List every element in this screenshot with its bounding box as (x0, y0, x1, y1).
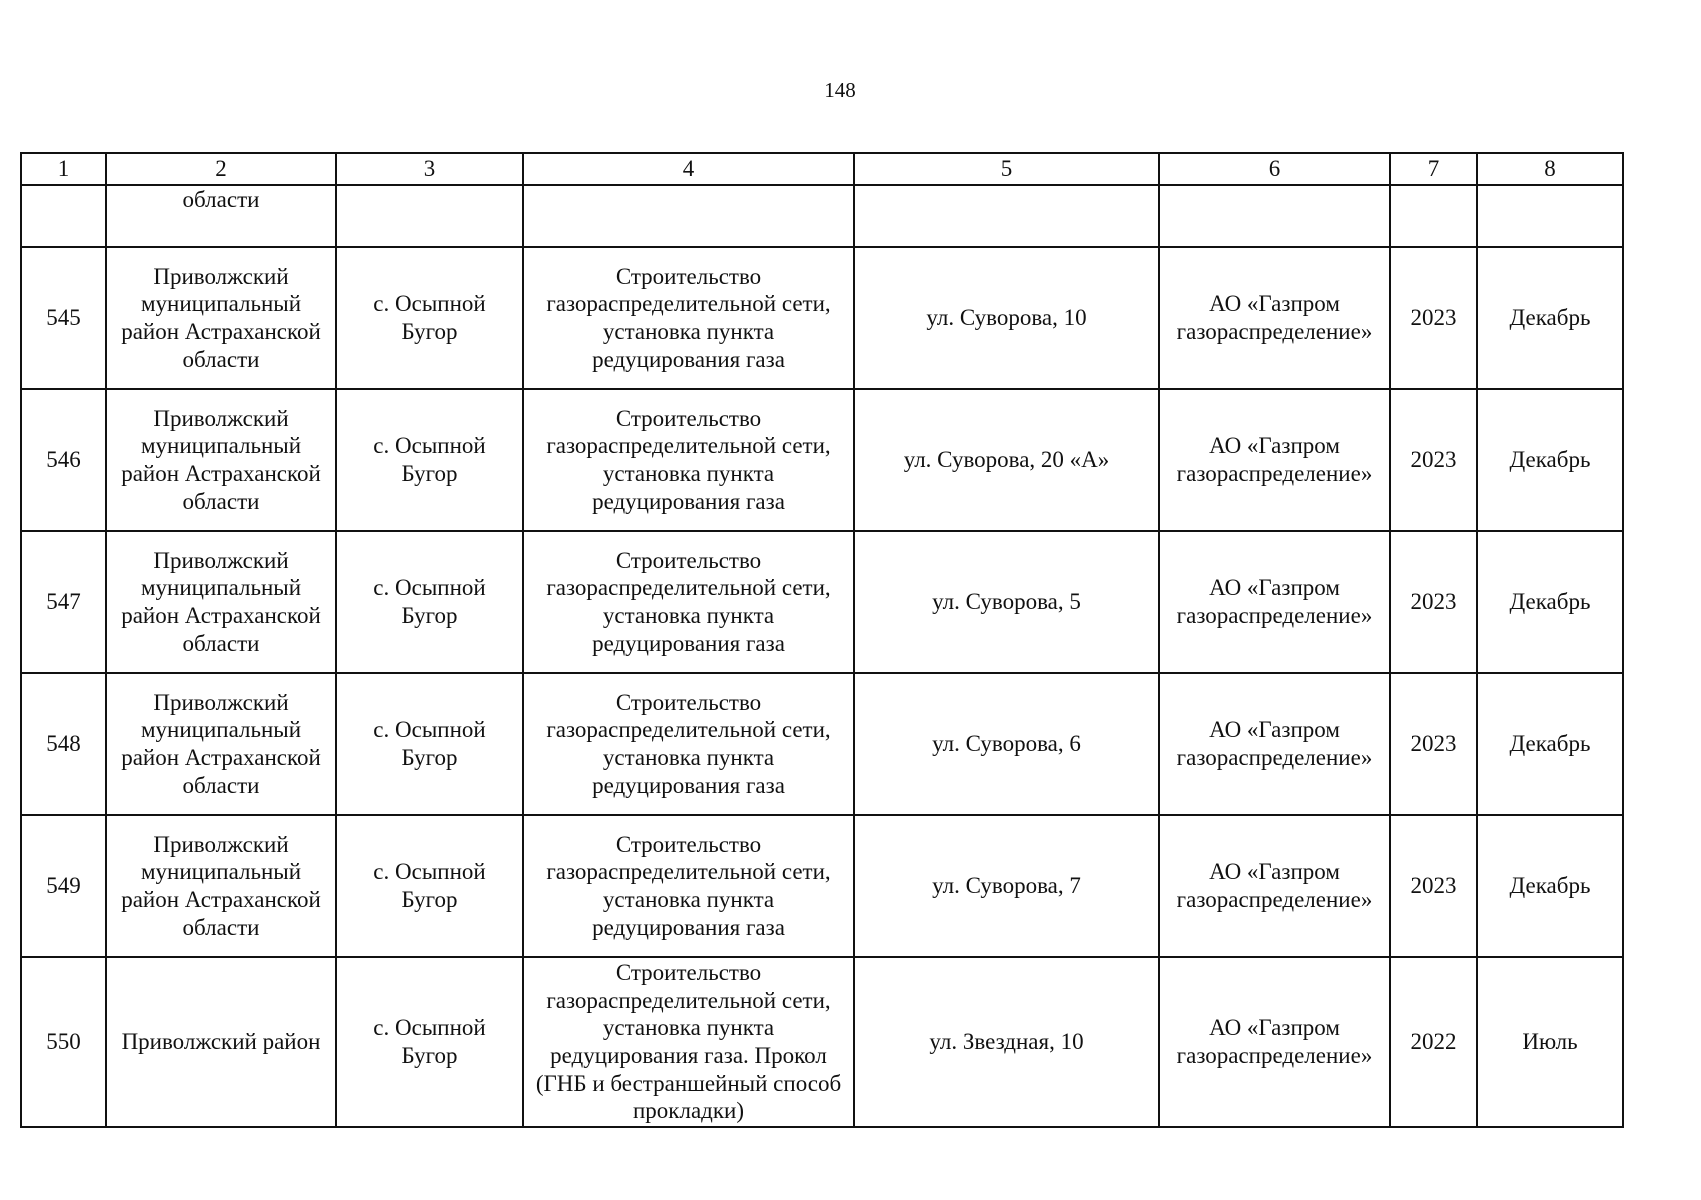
organization-cell: АО «Газпром газораспределение» (1159, 531, 1390, 673)
address-cell: ул. Суворова, 10 (854, 247, 1159, 389)
table-row (21, 673, 1623, 815)
work-description-cell: Строительство газораспределительной сети, установка пункта редуцирования газа (523, 247, 854, 389)
column-header: 6 (1159, 153, 1390, 185)
organization-cell: АО «Газпром газораспределение» (1159, 815, 1390, 957)
district-cell: Приволжский муниципальный район Астраханской области (106, 815, 336, 957)
village-cell: с. Осыпной Бугор (336, 531, 523, 673)
year-cell: 2023 (1390, 531, 1477, 673)
work-description-cell: Строительство газораспределительной сети, установка пункта редуцирования газа (523, 531, 854, 673)
year-cell: 2023 (1390, 815, 1477, 957)
column-header: 4 (523, 153, 854, 185)
work-description-cell: Строительство газораспределительной сети, установка пункта редуцирования газа. Прокол (ГНБ и бестраншейный способ прокладки) (523, 957, 854, 1127)
column-header: 3 (336, 153, 523, 185)
address-cell: ул. Суворова, 7 (854, 815, 1159, 957)
village-cell: с. Осыпной Бугор (336, 957, 523, 1127)
district-cell: Приволжский район (106, 957, 336, 1127)
month-cell: Июль (1477, 957, 1623, 1127)
village-cell: с. Осыпной Бугор (336, 673, 523, 815)
month-cell: Декабрь (1477, 247, 1623, 389)
organization-cell: АО «Газпром газораспределение» (1159, 247, 1390, 389)
row-number-cell: 545 (21, 247, 106, 389)
table-cell (1477, 185, 1623, 247)
table-cell (336, 185, 523, 247)
year-cell: 2023 (1390, 389, 1477, 531)
column-header: 2 (106, 153, 336, 185)
address-cell: ул. Суворова, 6 (854, 673, 1159, 815)
district-cell: Приволжский муниципальный район Астраханской области (106, 673, 336, 815)
month-cell: Декабрь (1477, 531, 1623, 673)
table-row (21, 531, 1623, 673)
continuation-row (21, 185, 1623, 247)
month-cell: Декабрь (1477, 673, 1623, 815)
row-number-cell: 550 (21, 957, 106, 1127)
row-number-cell: 547 (21, 531, 106, 673)
column-header: 1 (21, 153, 106, 185)
column-header: 5 (854, 153, 1159, 185)
address-cell: ул. Суворова, 5 (854, 531, 1159, 673)
year-cell: 2023 (1390, 673, 1477, 815)
village-cell: с. Осыпной Бугор (336, 815, 523, 957)
district-cell: Приволжский муниципальный район Астраханской области (106, 531, 336, 673)
table-row (21, 247, 1623, 389)
page-number: 148 (824, 78, 856, 102)
year-cell: 2022 (1390, 957, 1477, 1127)
row-number-cell: 546 (21, 389, 106, 531)
work-description-cell: Строительство газораспределительной сети, установка пункта редуцирования газа (523, 815, 854, 957)
table-row (21, 815, 1623, 957)
village-cell: с. Осыпной Бугор (336, 247, 523, 389)
work-description-cell: Строительство газораспределительной сети, установка пункта редуцирования газа (523, 389, 854, 531)
table-cell (523, 185, 854, 247)
row-number-cell: 548 (21, 673, 106, 815)
table-row (21, 957, 1623, 1127)
organization-cell: АО «Газпром газораспределение» (1159, 389, 1390, 531)
table-cell (21, 185, 106, 247)
organization-cell: АО «Газпром газораспределение» (1159, 673, 1390, 815)
table-cell (1159, 185, 1390, 247)
month-cell: Декабрь (1477, 389, 1623, 531)
column-header: 8 (1477, 153, 1623, 185)
table-cell (1390, 185, 1477, 247)
year-cell: 2023 (1390, 247, 1477, 389)
column-number-row (21, 153, 1623, 185)
district-cell: Приволжский муниципальный район Астраханской области (106, 389, 336, 531)
district-cell: области (106, 185, 336, 247)
row-number-cell: 549 (21, 815, 106, 957)
table-cell (854, 185, 1159, 247)
district-cell: Приволжский муниципальный район Астраханской области (106, 247, 336, 389)
organization-cell: АО «Газпром газораспределение» (1159, 957, 1390, 1127)
work-description-cell: Строительство газораспределительной сети, установка пункта редуцирования газа (523, 673, 854, 815)
village-cell: с. Осыпной Бугор (336, 389, 523, 531)
column-header: 7 (1390, 153, 1477, 185)
gasification-table (20, 152, 1624, 1128)
address-cell: ул. Звездная, 10 (854, 957, 1159, 1127)
month-cell: Декабрь (1477, 815, 1623, 957)
address-cell: ул. Суворова, 20 «А» (854, 389, 1159, 531)
table-row (21, 389, 1623, 531)
